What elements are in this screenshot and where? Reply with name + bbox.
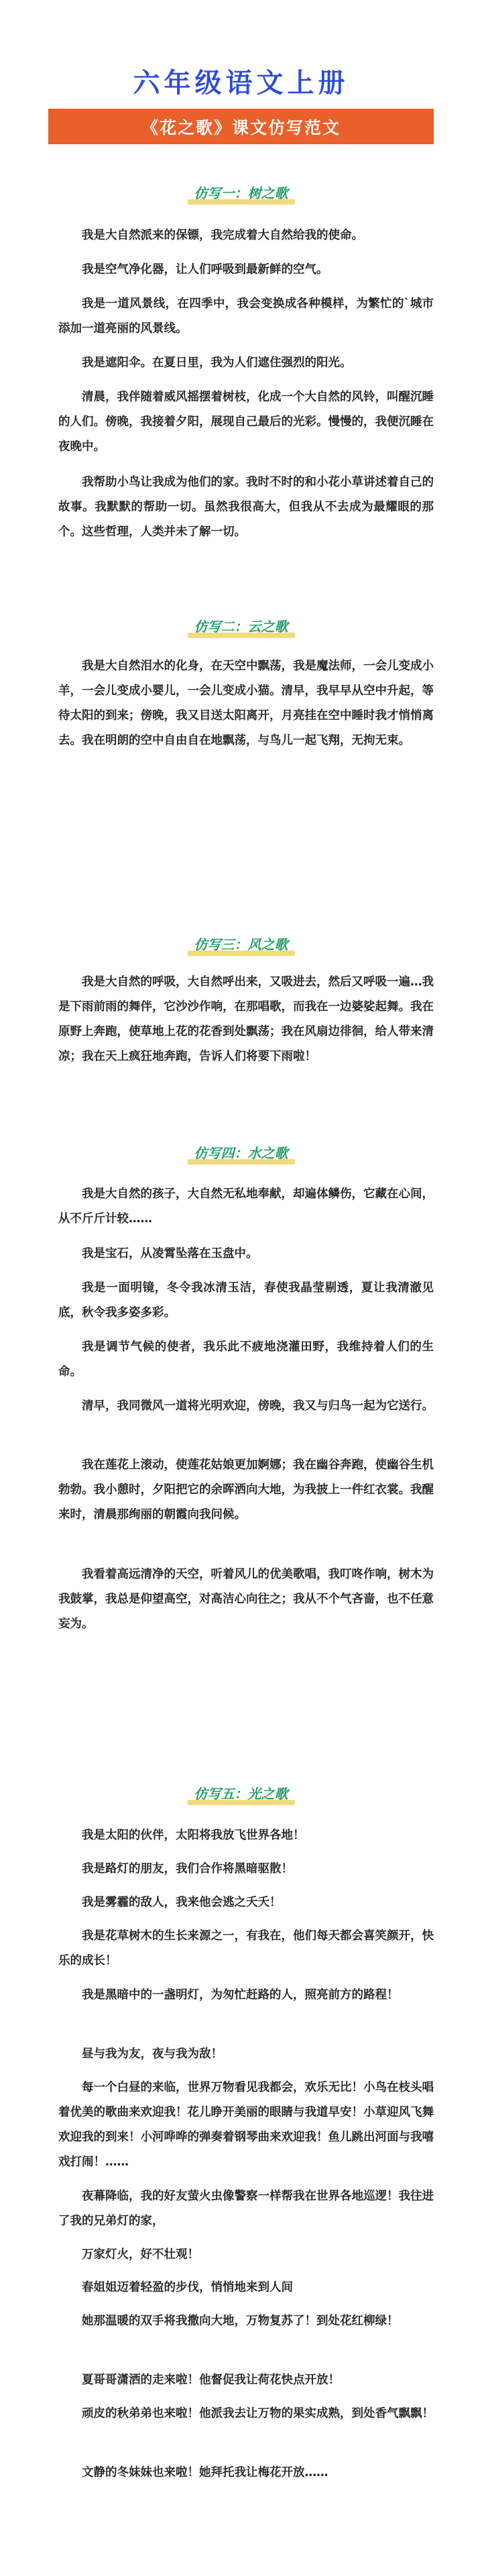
paragraph: 我是路灯的朋友，我们合作将黑暗驱散！: [82, 1862, 293, 1876]
paragraph: 我是花草树木的生长来源之一，有我在，他们每天都会喜笑颜开，快乐的成长！: [58, 1929, 434, 1968]
paragraph: 我是黑暗中的一盏明灯，为匆忙赶路的人，照亮前方的路程！: [82, 1988, 399, 2002]
section-heading-text: 仿写一：树之歌: [194, 185, 288, 201]
section-heading-text: 仿写五：光之歌: [194, 1786, 288, 1802]
page-title: 六年级语文上册: [133, 67, 349, 99]
section-heading-2: [0, 616, 482, 635]
subtitle-banner: [48, 109, 434, 144]
paragraph: 我是调节气候的使者，我乐此不疲地浇灌田野，我维持着人们的生命。: [58, 1340, 434, 1379]
section-heading-text: 仿写二：云之歌: [194, 619, 288, 635]
paragraph: 我帮助小鸟让我成为他们的家。我时不时的和小花小草讲述着自己的故事。我默默的帮助一切。虽然我很高大，但我从不去成为最耀眼的那个。这些哲理，人类并未了解一切。: [58, 476, 434, 539]
paragraph: 夜幕降临，我的好友萤火虫像警察一样帮我在世界各地巡逻！我往进了我的兄弟灯的家，: [58, 2190, 434, 2228]
paragraph: 顽皮的秋弟弟也来啦！他派我去让万物的果实成熟，到处香气飘飘！: [82, 2407, 434, 2420]
paragraph: 我是一道风景线，在四季中，我会变换成各种模样，为繁忙的`城市添加一道亮丽的风景线。: [58, 297, 434, 335]
paragraph: 我是宝石，从凌霄坠落在玉盘中。: [82, 1247, 258, 1260]
section-heading-4: [0, 1142, 482, 1162]
section-heading-5: [0, 1783, 482, 1803]
paragraph: 我是雾霾的敌人，我来他会逃之夭夭！: [82, 1896, 282, 1909]
paragraph: 我是空气净化器，让人们呼吸到最新鲜的空气。: [82, 263, 328, 276]
paragraph: 昼与我为友，夜与我为敌！: [82, 2047, 223, 2061]
section-heading-1: [0, 182, 482, 202]
paragraph: 万家灯火，好不壮观！: [82, 2248, 199, 2261]
paragraph: 夏哥哥潇洒的走来啦！他督促我让荷花快点开放！: [82, 2373, 340, 2387]
paragraph: 她那温暖的双手将我撒向大地，万物复苏了！到处花红柳绿！: [82, 2314, 399, 2328]
paragraph: 我是大自然泪水的化身，在天空中飘荡，我是魔法师，一会儿变成小羊，一会儿变成小婴儿，一会儿变成小猫。清早，我早早从空中升起，等待太阳的到来；傍晚，我又目送太阳离开，月亮挂在空中睡时我才悄悄离去。我在明朗的空中自由自在地飘荡，与鸟儿一起飞翔，无拘无束。: [58, 659, 434, 747]
paragraph: 我是大自然的呼吸，大自然呼出来，又吸进去，然后又呼吸一遍…我是下雨前雨的舞伴，它沙沙作响，在那唱歌，而我在一边婆娑起舞。我在原野上奔跑，使草地上花的花香到处飘荡；我在风扇边徘徊，给人带来清凉；我在天上疯狂地奔跑，告诉人们将要下雨啦！: [58, 975, 434, 1063]
section-heading-3: [0, 934, 482, 953]
paragraph: 春姐姐迈着轻盈的步伐，悄悄地来到人间: [82, 2281, 293, 2294]
paragraph: 我是遮阳伞。在夏日里，我为人们遮住强烈的阳光。: [82, 356, 352, 370]
paragraph: 我看着高远清净的天空，听着风儿的优美歌唱，我叮咚作响，树木为我鼓掌，我总是仰望高空，对高洁心向往之；我从不个气吝啬，也不任意妄为。: [58, 1568, 434, 1631]
paragraph: 文静的冬妹妹也来啦！她拜托我让梅花开放……: [82, 2466, 328, 2479]
paragraph: 我是大自然的孩子，大自然无私地奉献，却遍体鳞伤，它藏在心间，从不斤斤计较……: [58, 1187, 434, 1226]
section-heading-text: 仿写四：水之歌: [194, 1145, 288, 1161]
section-heading-text: 仿写三：风之歌: [194, 936, 288, 953]
paragraph: 我在莲花上滚动，使莲花姑娘更加婀娜；我在幽谷奔跑，使幽谷生机勃勃。我小憩时，夕阳把它的余晖洒向大地，为我披上一件红衣裳。我醒来时，清晨那绚丽的朝霞向我问候。: [58, 1458, 434, 1521]
paragraph: 我是太阳的伙伴，太阳将我放飞世界各地！: [82, 1829, 305, 1842]
paragraph: 清晨，我伴随着威风摇摆着树枝，化成一个大自然的风铃，叫醒沉睡的人们。傍晚，我接着夕阳，展现自己最后的光彩。慢慢的，我便沉睡在夜晚中。: [58, 390, 434, 453]
paragraph: 我是一面明镜，冬令我冰清玉洁，春使我晶莹剔透，夏让我清澈见底，秋令我多姿多彩。: [58, 1281, 434, 1320]
paragraph: 我是大自然派来的保镖，我完成着大自然给我的使命。: [82, 229, 363, 242]
paragraph: 每一个白昼的来临，世界万物看见我都会，欢乐无比！小鸟在枝头唱着优美的歌曲来欢迎我！花儿睁开美丽的眼睛与我道早安！小草迎风飞舞欢迎我的到来！小河哗哗的弹奏着钢琴曲来欢迎我！鱼儿跳出河面与我嘻戏打闹！……: [58, 2081, 434, 2169]
subtitle-text: 《花之歌》课文仿写范文: [141, 117, 341, 138]
paragraph: 清早，我同微风一道将光明欢迎，傍晚，我又与归鸟一起为它送行。: [82, 1399, 434, 1413]
